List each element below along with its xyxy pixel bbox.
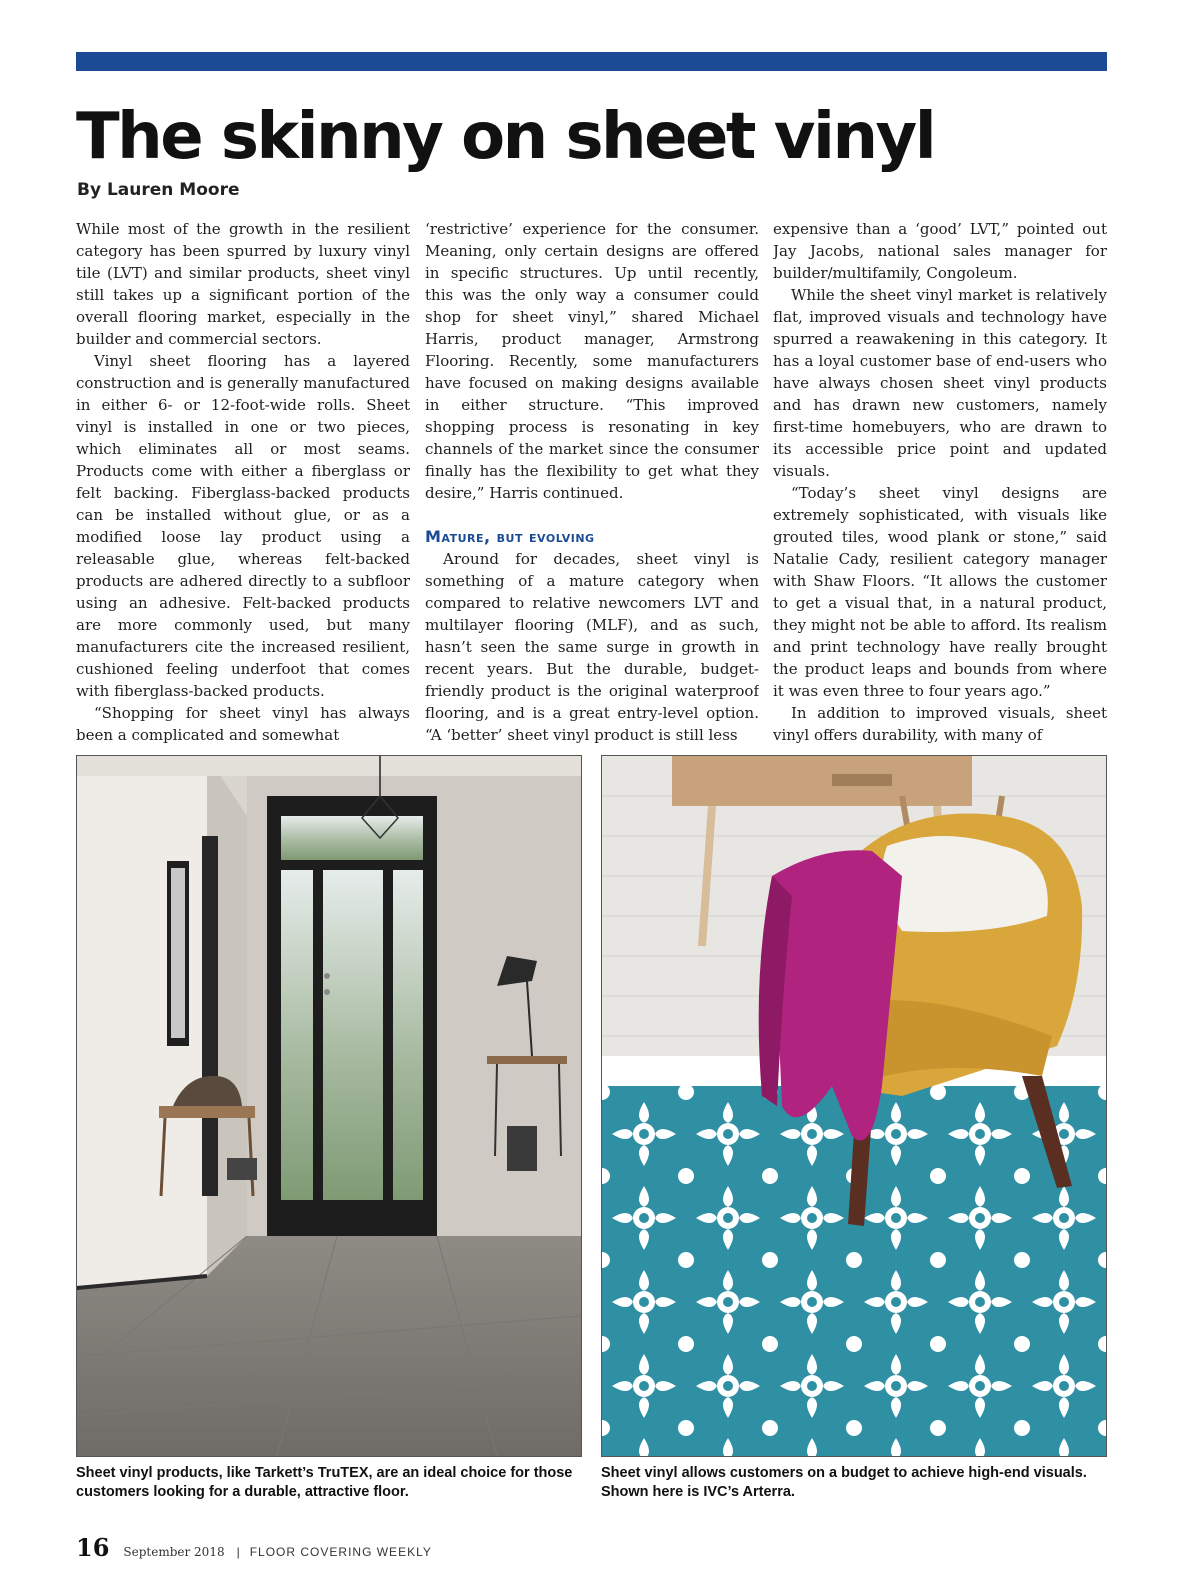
paragraph: While the sheet vinyl market is relatively flat, improved visuals and technology have spurred a reawakening in this category. It has a loyal customer base of end-users who have always chosen sheet vinyl products and has drawn new customers, namely first-time homebuyers, who are drawn to its accessible price point and updated visuals.	[773, 286, 1107, 480]
section-subhead: Mature, but evolving	[425, 527, 595, 546]
paragraph: Around for decades, sheet vinyl is something of a mature category when compared to relative newcomers LVT and multilayer flooring (MLF), and as such, hasn’t seen the same surge in growth in recent years. But the durable, budget-friendly product is the original waterproof flooring, and is a great entry-level option. “A ‘better’ sheet vinyl product is still less	[425, 550, 759, 744]
photo-caption-2: Sheet vinyl allows customers on a budget to achieve high-end visuals. Shown here is IVC’s Arterra.	[601, 1465, 1087, 1500]
page-number: 16	[76, 1533, 110, 1562]
issue-date: September 2018	[123, 1545, 225, 1559]
paragraph: expensive than a ‘good’ LVT,” pointed out Jay Jacobs, national sales manager for builder/multifamily, Congoleum.	[773, 220, 1107, 282]
chair-photo	[601, 755, 1107, 1457]
paragraph: In addition to improved visuals, sheet vinyl offers durability, with many of	[773, 704, 1107, 744]
article-title: The skinny on sheet vinyl	[76, 100, 935, 174]
hallway-illustration	[77, 756, 581, 1456]
article-column-3	[773, 218, 1107, 746]
article-column-1	[76, 218, 410, 746]
byline: By Lauren Moore	[77, 180, 240, 200]
hallway-photo	[76, 755, 582, 1457]
paragraph: “Today’s sheet vinyl designs are extremely sophisticated, with visuals like grouted tiles, wood plank or stone,” said Natalie Cady, resilient category manager with Shaw Floors. “It allows the customer to get a visual that, in a natural product, they might not be able to afford. Its realism and print technology have really brought the product leaps and bounds from where it was even three to four years ago.”	[773, 484, 1107, 700]
header-rule	[76, 52, 1107, 71]
paragraph: Vinyl sheet flooring has a layered construction and is generally manufactured in either 6- or 12-foot-wide rolls. Sheet vinyl is installed in one or two pieces, which eliminates all or most seams. Products come with either a fiberglass or felt backing. Fiberglass-backed products can be installed without glue, or as a modified loose lay product using a releasable glue, whereas felt-backed products are adhered directly to a subfloor using an adhesive. Felt-backed products are more commonly used, but many manufacturers cite the increased resilient, cushioned feeling underfoot that comes with fiberglass-backed products.	[76, 352, 410, 700]
paragraph: While most of the growth in the resilient category has been spurred by luxury vinyl tile (LVT) and similar products, sheet vinyl still takes up a significant portion of the overall flooring market, especially in the builder and commercial sectors.	[76, 220, 410, 348]
publication-name: FLOOR COVERING WEEKLY	[249, 1545, 432, 1559]
chair-illustration	[602, 756, 1106, 1456]
photo-caption-1: Sheet vinyl products, like Tarkett’s TruTEX, are an ideal choice for those customers looking for a durable, attractive floor.	[76, 1465, 573, 1500]
article-column-2	[425, 218, 759, 746]
paragraph: “Shopping for sheet vinyl has always been a complicated and somewhat	[76, 704, 410, 744]
page-footer	[76, 1533, 432, 1563]
paragraph: ‘restrictive’ experience for the consumer. Meaning, only certain designs are offered in specific structures. Up until recently, this was the only way a consumer could shop for sheet vinyl,” shared Michael Harris, product manager, Armstrong Flooring. Recently, some manufacturers have focused on making designs available in either structure. “This improved shopping process is resonating in key channels of the market since the consumer finally has the flexibility to get what they desire,” Harris continued.	[425, 220, 759, 502]
footer-separator: |	[236, 1545, 240, 1559]
